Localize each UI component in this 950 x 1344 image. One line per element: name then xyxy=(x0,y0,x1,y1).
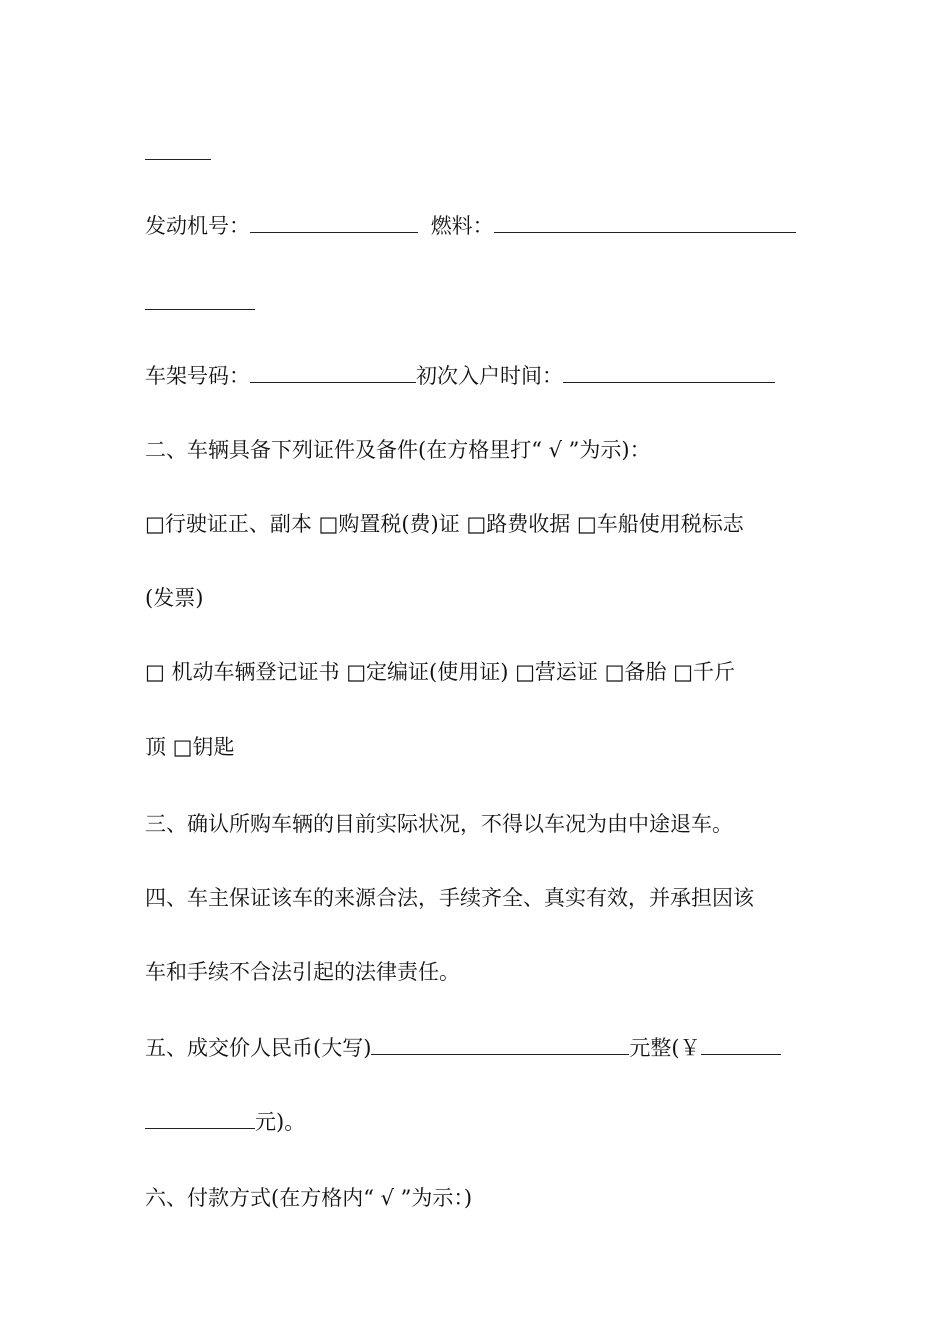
price-mid-label: 元整(￥ xyxy=(629,1036,701,1060)
vin-blank[interactable] xyxy=(250,362,416,383)
engine-number-label: 发动机号： xyxy=(145,214,250,238)
fuel-blank[interactable] xyxy=(494,212,796,233)
fuel-blank-continuation[interactable] xyxy=(145,309,255,310)
clause-2-items-row1: □行驶证正、副本 □购置税(费)证 □路费收据 □车船使用税标志 xyxy=(145,512,744,536)
clause-4-line2: 车和手续不合法引起的法律责任。 xyxy=(145,960,460,984)
clause-5-row xyxy=(145,1034,805,1062)
clause-5-cont xyxy=(145,1108,805,1136)
clause-6: 六、付款方式(在方格内“ √ ”为示：) xyxy=(145,1186,473,1210)
price-number-blank-cont[interactable] xyxy=(145,1108,255,1129)
price-suffix: 元)。 xyxy=(255,1110,306,1134)
price-label: 五、成交价人民币(大写) xyxy=(145,1036,372,1060)
engine-number-blank[interactable] xyxy=(250,212,418,233)
blank-line-continuation[interactable] xyxy=(145,159,211,160)
engine-fuel-row xyxy=(145,212,805,240)
price-words-blank[interactable] xyxy=(371,1034,629,1055)
fuel-label: 燃料： xyxy=(430,214,494,238)
clause-2-heading: 二、车辆具备下列证件及备件(在方格里打“ √ ”为示)： xyxy=(145,438,651,462)
clause-3: 三、确认所购车辆的目前实际状况，不得以车况为由中途退车。 xyxy=(145,812,733,836)
vin-registration-row xyxy=(145,362,805,390)
clause-2-items-row2-cont: 顶 □钥匙 xyxy=(145,735,235,759)
clause-2-items-row1-cont: (发票) xyxy=(145,586,204,610)
price-number-blank[interactable] xyxy=(701,1034,781,1055)
clause-4-line1: 四、车主保证该车的来源合法，手续齐全、真实有效，并承担因该 xyxy=(145,886,754,910)
first-registration-label: 初次入户时间： xyxy=(416,364,563,388)
vin-label: 车架号码： xyxy=(145,364,250,388)
clause-2-items-row2: □ 机动车辆登记证书 □定编证(使用证) □营运证 □备胎 □千斤 xyxy=(145,660,735,684)
first-registration-blank[interactable] xyxy=(563,362,775,383)
